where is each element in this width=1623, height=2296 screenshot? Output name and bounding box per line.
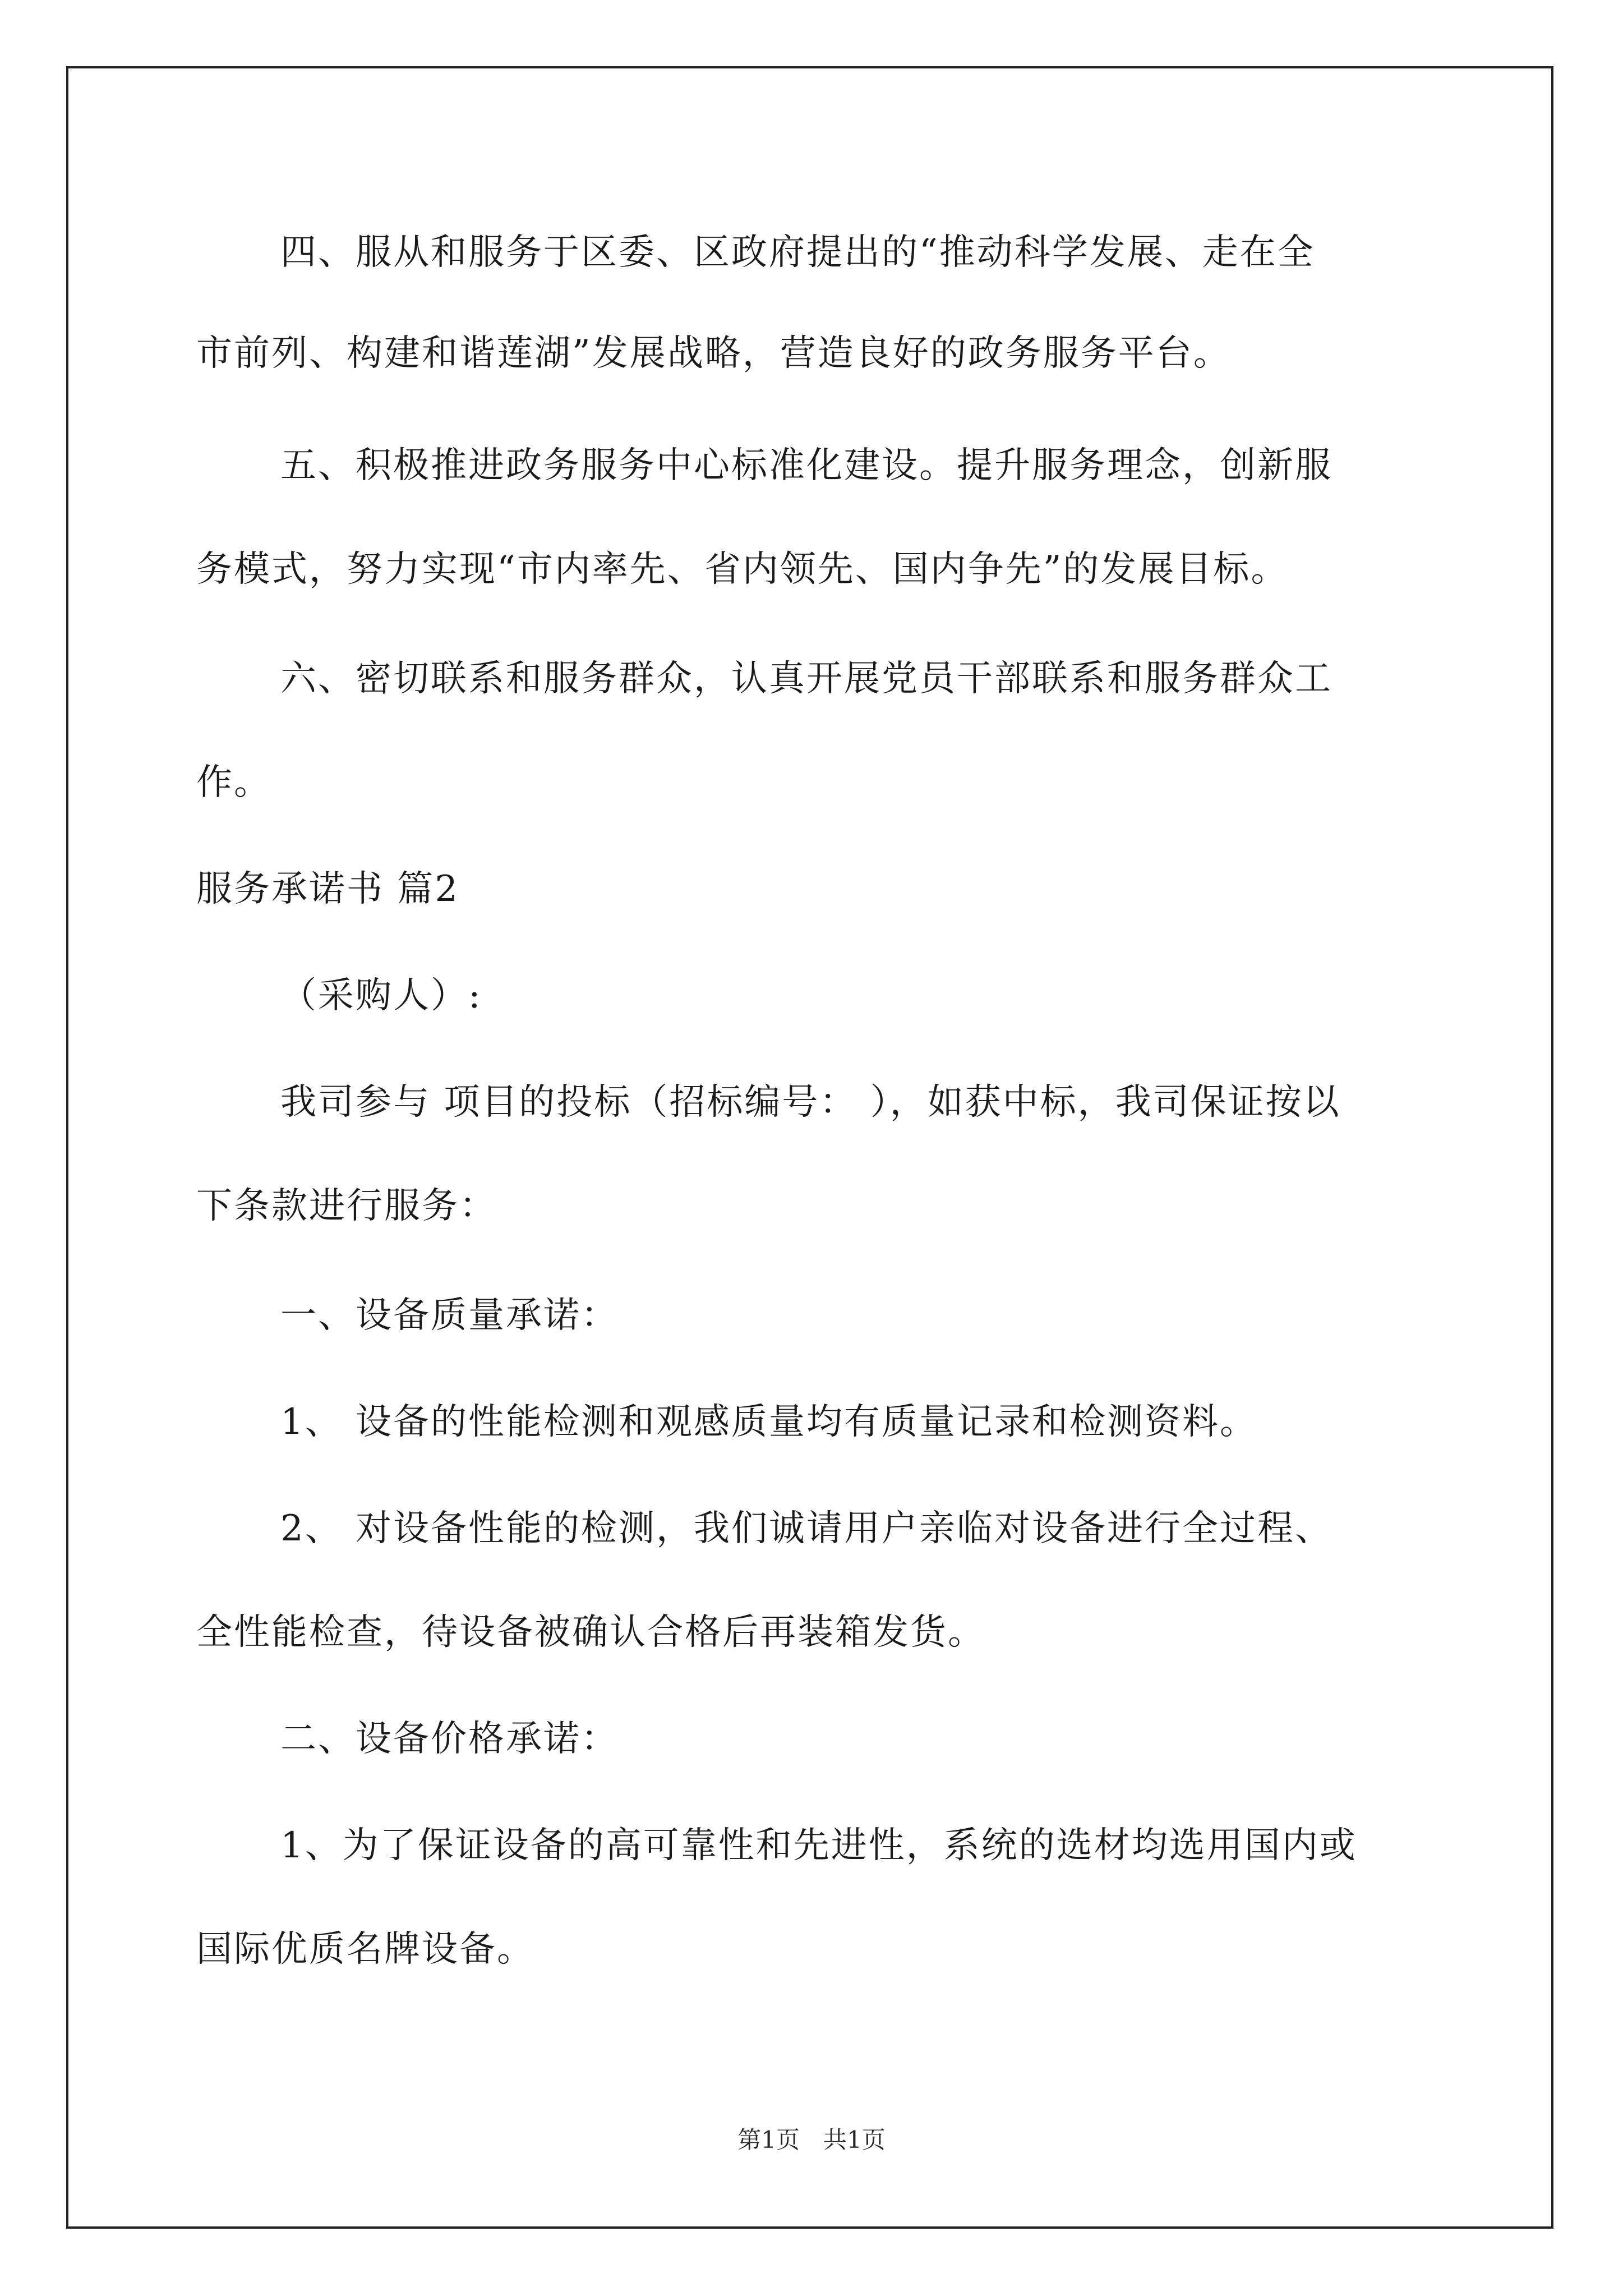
- quality-commitment-heading: 一、设备质量承诺：: [280, 1295, 619, 1336]
- price-item-1-line-2: 国际优质名牌设备。: [196, 1929, 534, 1970]
- paragraph-6-line-1: 六、密切联系和服务群众，认真开展党员干部联系和服务群众工: [280, 658, 1332, 700]
- bid-paragraph-line-1: 我司参与 项目的投标（招标编号： ），如获中标，我司保证按以: [280, 1082, 1341, 1123]
- price-item-1-line-1: 1、为了保证设备的高可靠性和先进性，系统的选材均选用国内或: [280, 1825, 1357, 1866]
- purchaser-line: （采购人）:: [280, 975, 482, 1016]
- price-commitment-heading: 二、设备价格承诺：: [280, 1718, 619, 1760]
- paragraph-4-line-2: 市前列、构建和谐莲湖”发展战略，营造良好的政务服务平台。: [196, 333, 1231, 374]
- paragraph-4-line-1: 四、服从和服务于区委、区政府提出的“推动科学发展、走在全: [280, 232, 1315, 273]
- quality-item-2-line-2: 全性能检查，待设备被确认合格后再装箱发货。: [196, 1612, 985, 1653]
- page-number-footer: 第1页 共1页: [737, 2126, 886, 2154]
- section-heading: 服务承诺书 篇2: [196, 868, 460, 910]
- page-border: [66, 66, 1553, 2229]
- quality-item-1: 1、 设备的性能检测和观感质量均有质量记录和检测资料。: [280, 1401, 1258, 1443]
- paragraph-5-line-2: 务模式，努力实现“市内率先、省内领先、国内争先”的发展目标。: [196, 549, 1289, 590]
- quality-item-2-line-1: 2、 对设备性能的检测，我们诚请用户亲临对设备进行全过程、: [280, 1508, 1333, 1549]
- bid-paragraph-line-2: 下条款进行服务：: [196, 1185, 497, 1227]
- paragraph-5-line-1: 五、积极推进政务服务中心标准化建设。提升服务理念，创新服: [280, 445, 1332, 486]
- paragraph-6-line-2: 作。: [196, 762, 271, 803]
